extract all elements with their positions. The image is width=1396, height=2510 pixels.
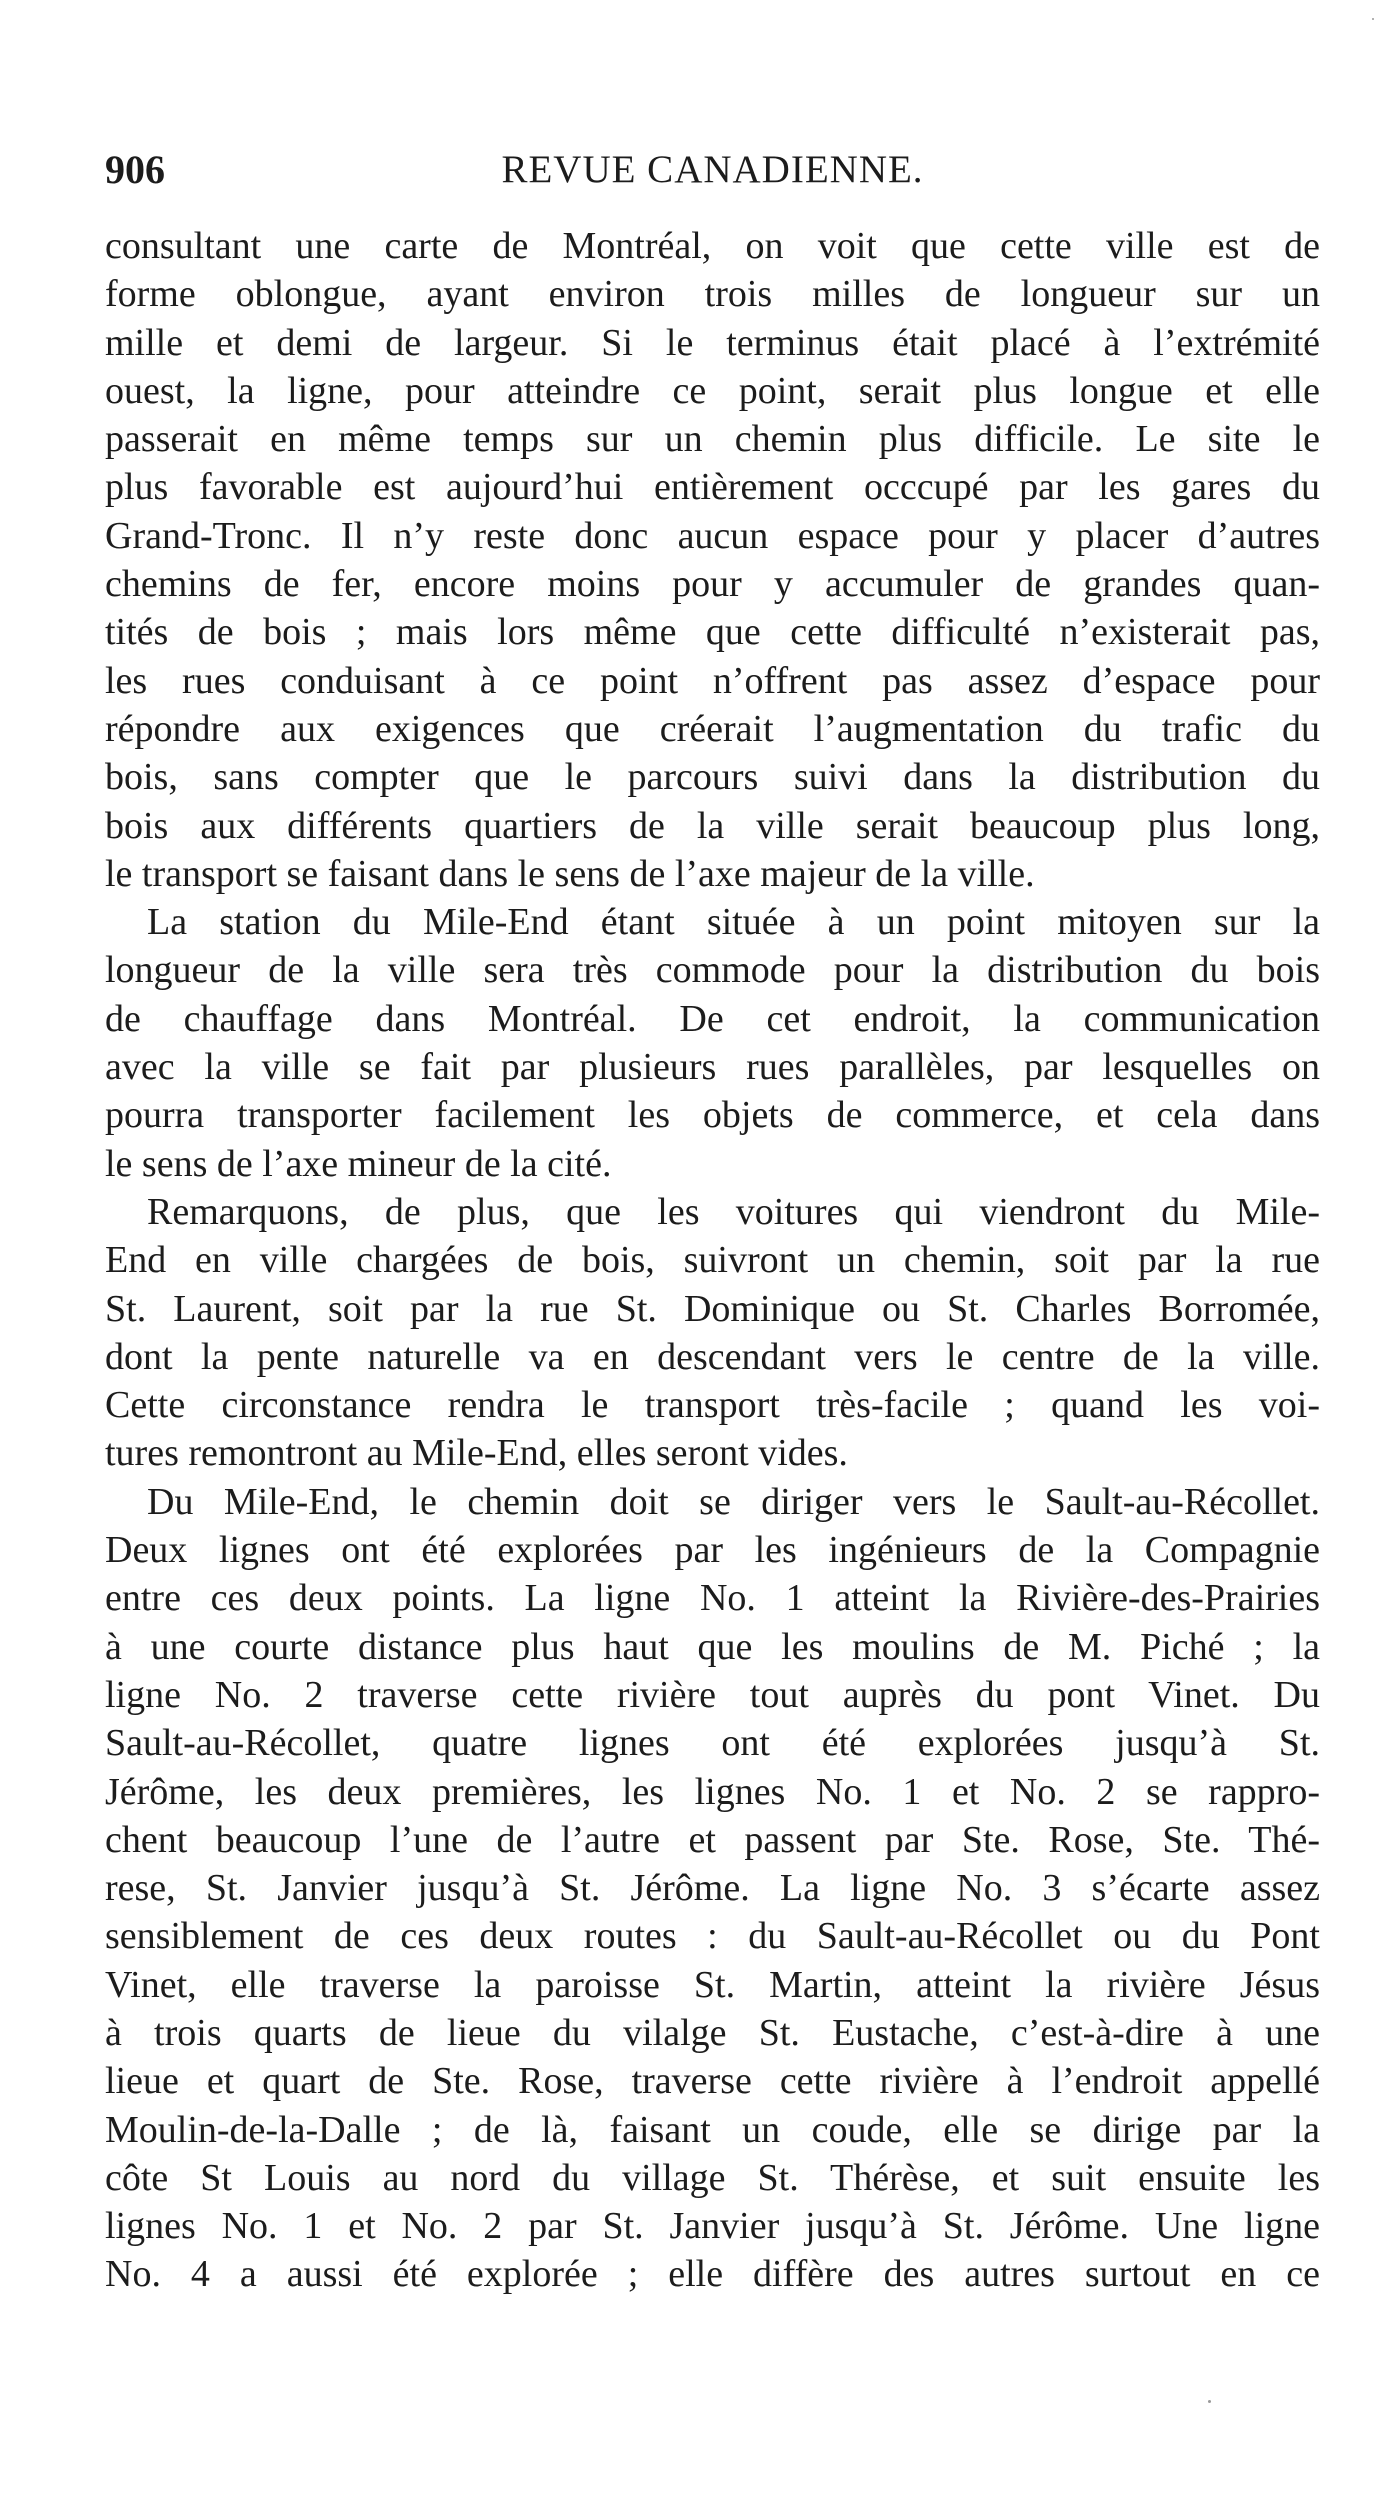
text-line: ligne No. 2 traverse cette rivière tout auprès du pont Vinet. Du <box>105 1673 1320 1716</box>
paper-speck <box>1372 18 1374 20</box>
text-line: entre ces deux points. La ligne No. 1 atteint la Rivière-des-Prairies <box>105 1577 1320 1620</box>
paragraph-first-line: Remarquons, de plus, que les voitures qui viendront du Mile- <box>147 1190 1320 1233</box>
text-line: à une courte distance plus haut que les moulins de M. Piché ; la <box>105 1625 1320 1668</box>
page-number: 906 <box>105 147 165 192</box>
text-line: à trois quarts de lieue du vilalge St. Eustache, c’est-à-dire à une <box>105 2011 1320 2054</box>
text-line: No. 4 a aussi été explorée ; elle diffère des autres surtout en ce <box>105 2253 1320 2296</box>
text-line: End en ville chargées de bois, suivront un chemin, soit par la rue <box>105 1239 1320 1282</box>
paragraph-first-line: La station du Mile-End étant située à un point mitoyen sur la <box>147 901 1320 944</box>
text-line: Cette circonstance rendra le transport très-facile ; quand les voi- <box>105 1384 1320 1427</box>
text-line: Vinet, elle traverse la paroisse St. Martin, atteint la rivière Jésus <box>105 1963 1320 2006</box>
text-line: longueur de la ville sera très commode pour la distribution du bois <box>105 949 1320 992</box>
running-head <box>105 140 1320 200</box>
text-line: consultant une carte de Montréal, on voit que cette ville est de <box>105 225 1320 267</box>
text-line: passerait en même temps sur un chemin plus difficile. Le site le <box>105 418 1320 461</box>
text-line: St. Laurent, soit par la rue St. Dominique ou St. Charles Borromée, <box>105 1287 1320 1330</box>
text-line: tures remontront au Mile-End, elles seront vides. <box>105 1432 848 1475</box>
body-text <box>105 222 1320 2299</box>
text-line: rese, St. Janvier jusqu’à St. Jérôme. La ligne No. 3 s’écarte assez <box>105 1867 1320 1910</box>
text-line: Sault-au-Récollet, quatre lignes ont été explorées jusqu’à St. <box>105 1722 1320 1765</box>
text-line: tités de bois ; mais lors même que cette difficulté n’existerait pas, <box>105 611 1320 654</box>
text-line: répondre aux exigences que créerait l’augmentation du trafic du <box>105 707 1320 750</box>
text-line: ouest, la ligne, pour atteindre ce point, serait plus longue et elle <box>105 369 1320 412</box>
text-line: Deux lignes ont été explorées par les ingénieurs de la Compagnie <box>105 1529 1320 1572</box>
text-line: de chauffage dans Montréal. De cet endroit, la communication <box>105 997 1320 1040</box>
text-line: le sens de l’axe mineur de la cité. <box>105 1142 612 1185</box>
text-line: bois aux différents quartiers de la ville serait beaucoup plus long, <box>105 804 1320 847</box>
text-line: sensiblement de ces deux routes : du Sault-au-Récollet ou du Pont <box>105 1915 1320 1958</box>
text-line: chemins de fer, encore moins pour y accumuler de grandes quan- <box>105 563 1320 606</box>
text-line: dont la pente naturelle va en descendant vers le centre de la ville. <box>105 1335 1320 1378</box>
text-line: chent beaucoup l’une de l’autre et passent par Ste. Rose, Ste. Thé- <box>105 1818 1320 1861</box>
text-line: lignes No. 1 et No. 2 par St. Janvier jusqu’à St. Jérôme. Une ligne <box>105 2205 1320 2248</box>
paper-speck <box>1208 2400 1211 2403</box>
text-line: Jérôme, les deux premières, les lignes No. 1 et No. 2 se rappro- <box>105 1770 1320 1813</box>
text-line: forme oblongue, ayant environ trois milles de longueur sur un <box>105 273 1320 316</box>
text-line: plus favorable est aujourd’hui entièrement occcupé par les gares du <box>105 466 1320 509</box>
text-line: Grand-Tronc. Il n’y reste donc aucun espace pour y placer d’autres <box>105 514 1320 557</box>
text-line: côte St Louis au nord du village St. Thérèse, et suit ensuite les <box>105 2156 1320 2199</box>
text-line: les rues conduisant à ce point n’offrent pas assez d’espace pour <box>105 659 1320 702</box>
text-line: mille et demi de largeur. Si le terminus était placé à l’extrémité <box>105 321 1320 364</box>
text-line: avec la ville se fait par plusieurs rues parallèles, par lesquelles on <box>105 1046 1320 1089</box>
text-line: Moulin-de-la-Dalle ; de là, faisant un coude, elle se dirige par la <box>105 2108 1320 2151</box>
paragraph-first-line: Du Mile-End, le chemin doit se diriger vers le Sault-au-Récollet. <box>147 1480 1320 1523</box>
running-title: REVUE CANADIENNE. <box>501 148 924 191</box>
text-line: pourra transporter facilement les objets de commerce, et cela dans <box>105 1094 1320 1137</box>
text-line: lieue et quart de Ste. Rose, traverse cette rivière à l’endroit appellé <box>105 2060 1320 2103</box>
text-line: le transport se faisant dans le sens de l’axe majeur de la ville. <box>105 852 1035 895</box>
text-line: bois, sans compter que le parcours suivi dans la distribution du <box>105 756 1320 799</box>
